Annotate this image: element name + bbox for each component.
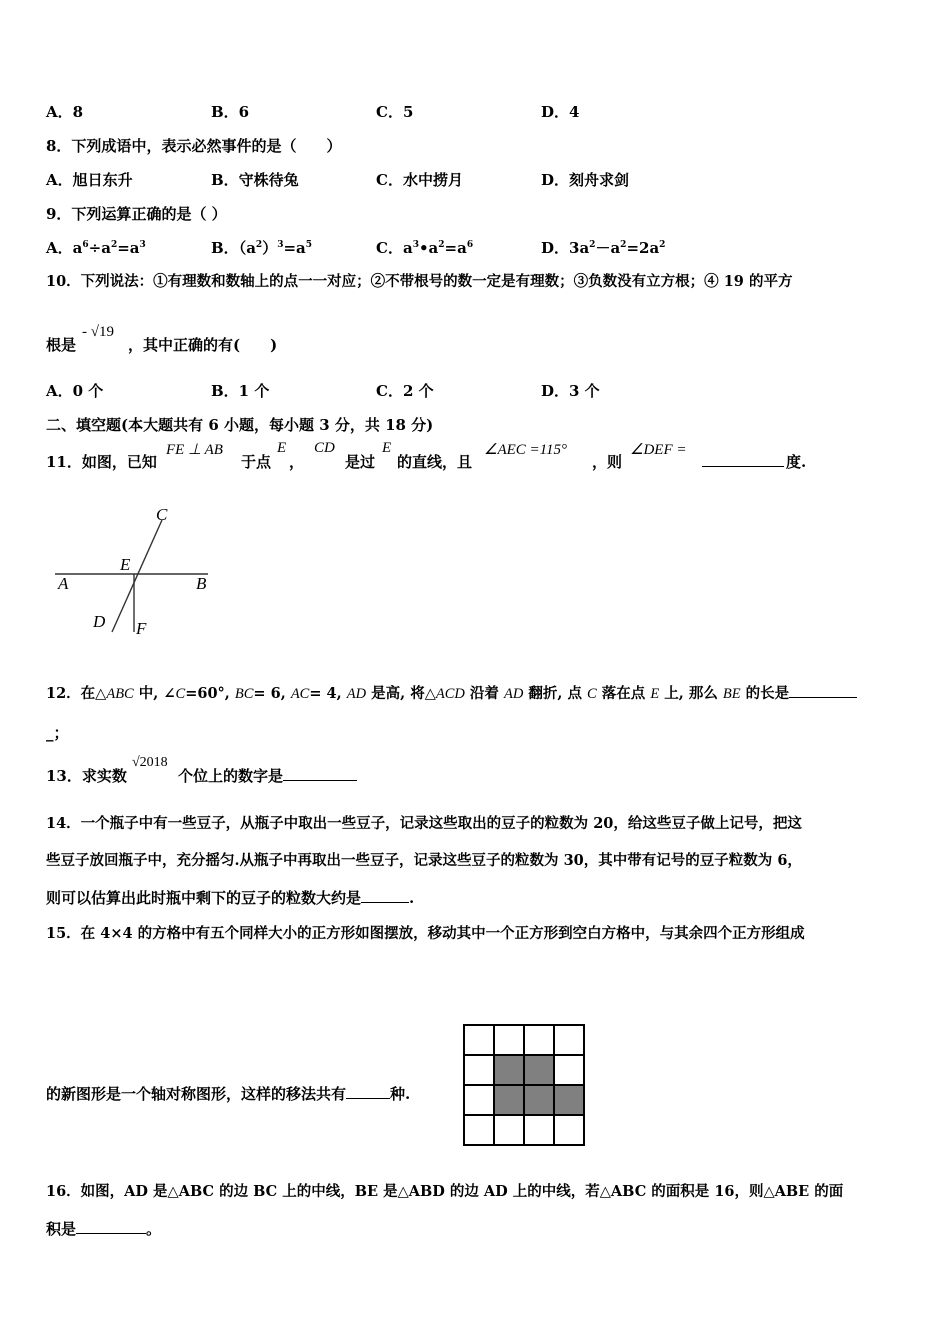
grid-cell-empty bbox=[554, 1025, 584, 1055]
q9-option-d: D．$3a^2-a^2=2a^2$ bbox=[541, 239, 666, 257]
q11-figure bbox=[55, 500, 225, 640]
q15-grid-figure bbox=[463, 1024, 585, 1146]
grid-cell-empty bbox=[464, 1055, 494, 1085]
q11-math-angle-def: ∠DEF = bbox=[630, 442, 687, 458]
q7-option-c: C．5 bbox=[376, 103, 414, 121]
grid-cell-empty bbox=[494, 1115, 524, 1145]
grid-cell-empty bbox=[524, 1025, 554, 1055]
grid-cell-empty bbox=[524, 1115, 554, 1145]
q11-text-7: 度. bbox=[786, 453, 807, 471]
q14-line3: 则可以估算出此时瓶中剩下的豆子的粒数大约是 . bbox=[46, 889, 415, 907]
q11-answer-blank bbox=[702, 452, 784, 467]
q10-option-a: A．0 个 bbox=[46, 382, 104, 400]
q11-text-4: 是过 bbox=[345, 453, 376, 471]
grid-cell-filled bbox=[524, 1085, 554, 1115]
q7-option-a: A．8 bbox=[46, 103, 84, 121]
q11-math-e: E bbox=[277, 440, 287, 456]
q10-line2-post: ，其中正确的有( ) bbox=[128, 336, 278, 354]
label-b: B bbox=[196, 574, 207, 593]
q11-math-angle-aec: ∠AEC =115° bbox=[484, 442, 568, 458]
q9-option-b: B．$(a^2)^3=a^5$ bbox=[211, 239, 313, 257]
grid-cell-filled bbox=[554, 1085, 584, 1115]
label-a: A bbox=[58, 574, 69, 593]
q10-line2-pre: 根是 bbox=[46, 336, 77, 354]
grid-cell-filled bbox=[524, 1055, 554, 1085]
q11-math-e2: E bbox=[382, 440, 392, 456]
q15-line1: 15．在 4×4 的方格中有五个同样大小的正方形如图摆放，移动其中一个正方形到空白方格中，与其余四个正方形组成 bbox=[46, 925, 805, 942]
label-e: E bbox=[120, 555, 131, 574]
q14-line1: 14．一个瓶子中有一些豆子，从瓶子中取出一些豆子，记录这些取出的豆子的粒数为 20，给这些豆子做上记号，把这 bbox=[46, 815, 802, 832]
q8-option-b: B．守株待兔 bbox=[211, 171, 299, 189]
q13-answer-blank bbox=[283, 766, 357, 781]
q10-option-c: C．2 个 bbox=[376, 382, 434, 400]
q16-line1: 16．如图，AD 是△ABC 的边 BC 上的中线，BE 是△ABD 的边 AD 上的中线，若△ABC 的面积是 16，则△ABE 的面 bbox=[46, 1183, 844, 1200]
grid-cell-empty bbox=[554, 1055, 584, 1085]
grid-cell-filled bbox=[494, 1085, 524, 1115]
q10-stem: 10．下列说法：①有理数和数轴上的点一一对应；②不带根号的数一定是有理数；③负数没有立方根；④ 19 的平方 bbox=[46, 273, 793, 290]
q9-stem: 9．下列运算正确的是（ ） bbox=[46, 205, 227, 223]
q7-option-d: D．4 bbox=[541, 103, 580, 121]
q14-line2: 些豆子放回瓶子中，充分摇匀.从瓶子中再取出一些豆子，记录这些豆子的粒数为 30，其中带有记号的豆子粒数为 6， bbox=[46, 852, 802, 869]
q13-text-post: 个位上的数字是 bbox=[178, 766, 357, 786]
q10-sqrt-expression: - √19 bbox=[82, 324, 114, 340]
q12-stem: 12．在△ABC 中, ∠C=60°, BC= 6, AC= 4, AD 是高, 将△ACD 沿着 AD 翻折, 点 C 落在点 E 上, 那么 BE 的长是 bbox=[46, 683, 857, 704]
q15-answer-blank bbox=[346, 1084, 390, 1099]
line-cd bbox=[112, 520, 162, 632]
q12-line2: _； bbox=[46, 724, 69, 742]
q11-text-1: 11．如图，已知 bbox=[46, 453, 157, 471]
q11-text-5: 的直线，且 bbox=[397, 453, 473, 471]
q8-option-c: C．水中捞月 bbox=[376, 171, 463, 189]
q11-text-3: ， bbox=[289, 453, 305, 471]
label-c: C bbox=[156, 505, 168, 524]
q9-option-a: A．$a^6\div a^2=a^3$ bbox=[46, 239, 146, 257]
q12-answer-blank bbox=[789, 683, 857, 698]
q11-text-2: 于点 bbox=[241, 453, 272, 471]
q15-line2: 的新图形是一个轴对称图形，这样的移法共有 种. bbox=[46, 1085, 411, 1103]
q8-option-d: D．刻舟求剑 bbox=[541, 171, 630, 189]
q7-option-b: B．6 bbox=[211, 103, 250, 121]
section-heading-fill-in: 二、填空题(本大题共有 6 小题，每小题 3 分，共 18 分) bbox=[46, 416, 434, 434]
label-f: F bbox=[136, 619, 147, 638]
q13-text-pre: 13．求实数 bbox=[46, 767, 127, 785]
q10-option-d: D．3 个 bbox=[541, 382, 600, 400]
label-d: D bbox=[93, 612, 106, 631]
q14-answer-blank bbox=[361, 888, 409, 903]
grid-cell-empty bbox=[464, 1115, 494, 1145]
q9-option-c: C．$a^3•a^2=a^6$ bbox=[376, 239, 474, 257]
grid-cell-empty bbox=[494, 1025, 524, 1055]
q11-math-cd: CD bbox=[314, 440, 335, 456]
q16-line2: 积是 。 bbox=[46, 1220, 162, 1238]
q11-text-6: ，则 bbox=[592, 453, 623, 471]
q10-option-b: B．1 个 bbox=[211, 382, 270, 400]
grid-cell-empty bbox=[464, 1025, 494, 1055]
q8-option-a: A．旭日东升 bbox=[46, 171, 133, 189]
q16-answer-blank bbox=[76, 1219, 146, 1234]
grid-cell-empty bbox=[554, 1115, 584, 1145]
q8-stem: 8．下列成语中，表示必然事件的是（ ） bbox=[46, 137, 342, 155]
grid-cell-filled bbox=[494, 1055, 524, 1085]
q13-sqrt-expression: √2018 bbox=[132, 755, 168, 770]
q11-math-fe-perp-ab: FE ⊥ AB bbox=[166, 442, 223, 458]
grid-cell-empty bbox=[464, 1085, 494, 1115]
